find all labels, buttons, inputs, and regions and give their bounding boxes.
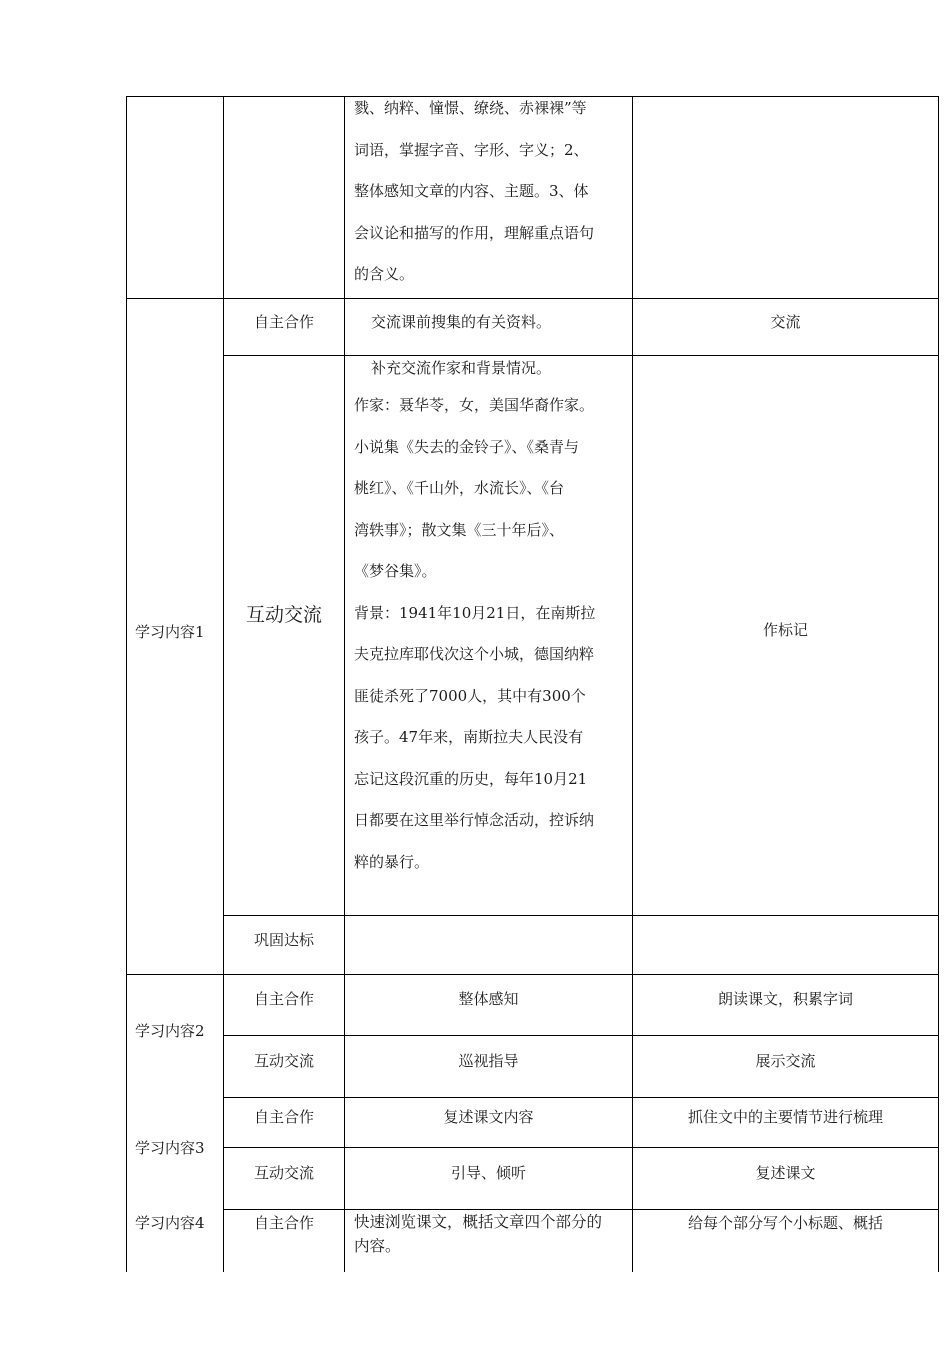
teacher-activity-line: 快速浏览课文，概括文章四个部分的 xyxy=(354,1213,603,1231)
activity-label: 互动交流 xyxy=(245,604,322,626)
text-line: 粹的暴行。 xyxy=(354,852,430,871)
activity-label: 自主合作 xyxy=(253,990,314,1008)
text-line: 夫克拉库耶伐次这个小城，德国纳粹 xyxy=(354,645,595,663)
student-activity: 作标记 xyxy=(762,621,808,639)
text-line: 词语，掌握字音、字形、字义；2、 xyxy=(354,140,589,159)
activity-label: 互动交流 xyxy=(253,1052,314,1070)
activity-label: 自主合作 xyxy=(253,313,314,331)
text-line: 整体感知文章的内容、主题。3、体 xyxy=(354,182,589,200)
text-line: 忘记这段沉重的历史，每年10月21 xyxy=(354,769,588,788)
text-line: 的含义。 xyxy=(354,265,415,283)
text-line: 日都要在这里举行悼念活动，控诉纳 xyxy=(354,811,595,829)
text-line: 匪徒杀死了7000人，其中有300个 xyxy=(354,686,586,705)
teacher-activity: 交流课前搜集的有关资料。 xyxy=(371,313,552,331)
student-activity: 给每个部分写个小标题、概括 xyxy=(687,1214,883,1232)
teacher-activity: 复述课文内容 xyxy=(443,1108,534,1126)
activity-label: 巩固达标 xyxy=(253,931,314,949)
section-label: 学习内容4 xyxy=(135,1214,205,1232)
teacher-intro: 补充交流作家和背景情况。 xyxy=(371,359,552,377)
text-line: 湾轶事》；散文集《三十年后》、 xyxy=(354,520,565,539)
table-col-divider-2 xyxy=(344,96,345,1272)
student-activity: 交流 xyxy=(770,313,801,331)
teacher-activity: 整体感知 xyxy=(458,990,519,1008)
table-row-divider xyxy=(223,1209,939,1210)
table-row-divider xyxy=(126,974,939,975)
text-line: 会议论和描写的作用，理解重点语句 xyxy=(354,223,595,242)
text-line: 孩子。47年来，南斯拉夫人民没有 xyxy=(354,728,584,746)
student-activity: 复述课文 xyxy=(755,1164,816,1182)
student-activity: 朗读课文，积累字词 xyxy=(717,990,853,1008)
table-col-divider-1 xyxy=(223,96,224,1272)
text-line: 小说集《失去的金铃子》、《桑青与 xyxy=(354,437,580,456)
activity-label: 自主合作 xyxy=(253,1214,314,1232)
table-col-divider-3 xyxy=(632,96,633,1272)
text-line: 戮、纳粹、憧憬、缭绕、赤裸裸”等 xyxy=(354,99,587,117)
text-line: 作家：聂华苓，女，美国华裔作家。 xyxy=(354,396,595,414)
table-row-divider xyxy=(223,1035,939,1036)
table-row-divider xyxy=(223,915,939,916)
table-border-right xyxy=(938,96,939,1272)
table-row-divider xyxy=(223,355,939,356)
table-row-divider xyxy=(223,1097,939,1098)
student-activity: 抓住文中的主要情节进行梳理 xyxy=(687,1108,883,1126)
text-line: 桃红》、《千山外，水流长》、《台 xyxy=(354,479,565,497)
activity-label: 互动交流 xyxy=(253,1164,314,1182)
objectives-text xyxy=(354,88,626,296)
student-activity: 展示交流 xyxy=(755,1052,816,1070)
author-background-text xyxy=(354,385,626,883)
activity-label: 自主合作 xyxy=(253,1108,314,1126)
teacher-activity-line: 内容。 xyxy=(354,1237,401,1255)
table-row-divider xyxy=(223,1147,939,1148)
table-row-divider xyxy=(126,298,939,299)
teacher-activity: 巡视指导 xyxy=(458,1052,519,1070)
teacher-activity: 引导、倾听 xyxy=(450,1164,526,1182)
section-label: 学习内容1 xyxy=(135,623,205,641)
text-line: 《梦谷集》。 xyxy=(354,562,437,580)
text-line: 背景：1941年10月21日，在南斯拉 xyxy=(354,603,596,622)
section-label: 学习内容2 xyxy=(135,1022,205,1040)
section-label: 学习内容3 xyxy=(135,1139,205,1157)
table-border-left xyxy=(126,96,127,1272)
